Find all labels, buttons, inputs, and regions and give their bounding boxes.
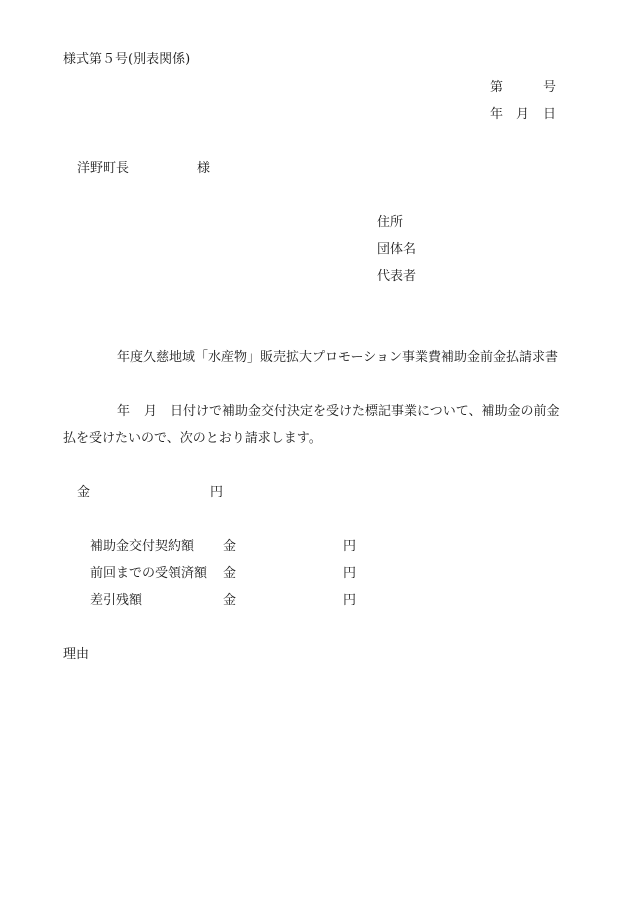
date-day: 日 <box>543 107 557 122</box>
document-number-dai: 第 <box>490 80 504 95</box>
form-label: 様式第５号(別表関係) <box>63 52 191 67</box>
body-line-2: 払を受けたいので、次のとおり請求します。 <box>63 431 322 446</box>
document-number-go: 号 <box>543 80 557 95</box>
breakdown-kin: 金 <box>223 593 237 608</box>
applicant-address-label: 住所 <box>377 215 404 230</box>
body-year: 年 <box>117 404 131 419</box>
amount-kin: 金 <box>77 485 91 500</box>
date-year: 年 <box>490 107 504 122</box>
addressee-honorific: 様 <box>197 161 211 176</box>
body-line-1: 日付けで補助金交付決定を受けた標記事業について、補助金の前金 <box>170 404 560 419</box>
date-month: 月 <box>516 107 530 122</box>
breakdown-en: 円 <box>343 539 357 554</box>
applicant-representative-label: 代表者 <box>377 269 417 284</box>
breakdown-kin: 金 <box>223 566 237 581</box>
breakdown-en: 円 <box>343 566 357 581</box>
body-month: 月 <box>144 404 158 419</box>
document-title: 年度久慈地域「水産物」販売拡大プロモーション事業費補助金前金払請求書 <box>117 350 558 365</box>
breakdown-label: 前回までの受領済額 <box>90 566 208 581</box>
breakdown-en: 円 <box>343 593 357 608</box>
addressee-name: 洋野町長 <box>77 161 130 176</box>
breakdown-label: 差引残額 <box>90 593 143 608</box>
applicant-organization-label: 団体名 <box>377 242 417 257</box>
breakdown-kin: 金 <box>223 539 237 554</box>
reason-label: 理由 <box>63 647 90 662</box>
breakdown-label: 補助金交付契約額 <box>90 539 195 554</box>
amount-en: 円 <box>210 485 224 500</box>
